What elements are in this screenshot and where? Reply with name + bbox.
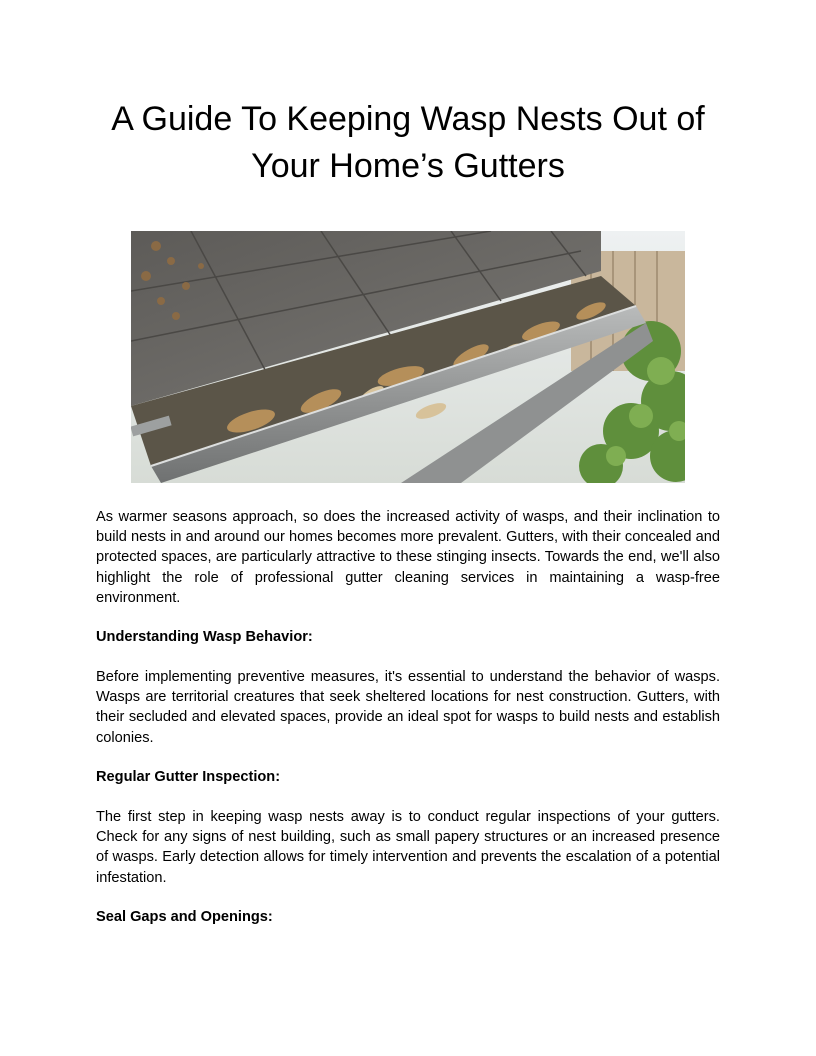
inspection-paragraph: The first step in keeping wasp nests away is to conduct regular inspections of your gutters. Check for any signs of nest building, such as small papery structures or an increased presence of wasps. Early detection allows for timely intervention and prevents the escalation of a potential infestation. [96,809,720,886]
intro-paragraph: As warmer seasons approach, so does the increased activity of wasps, and their inclination to build nests in and around our homes becomes more prevalent. Gutters, with their concealed and protected spaces, are particularly attractive to these stinging insects. Towards the end, we'll also highlight the role of professional gutter cleaning services in maintaining a wasp-free environment. [96,509,720,606]
understanding-paragraph: Before implementing preventive measures, it's essential to understand the behavior of wasps. Wasps are territorial creatures that seek sheltered locations for nest construction. Gutters, with their secluded and elevated spaces, provide an ideal spot for wasps to build nests and establish colonies. [96,669,720,746]
heading-understanding-wasp-behavior: Understanding Wasp Behavior: [96,629,313,645]
page-title: A Guide To Keeping Wasp Nests Out of Your Home’s Gutters [111,100,705,185]
gutter-leaves-photo [131,231,685,483]
heading-seal-gaps-and-openings: Seal Gaps and Openings: [96,909,273,925]
heading-regular-gutter-inspection: Regular Gutter Inspection: [96,769,281,785]
